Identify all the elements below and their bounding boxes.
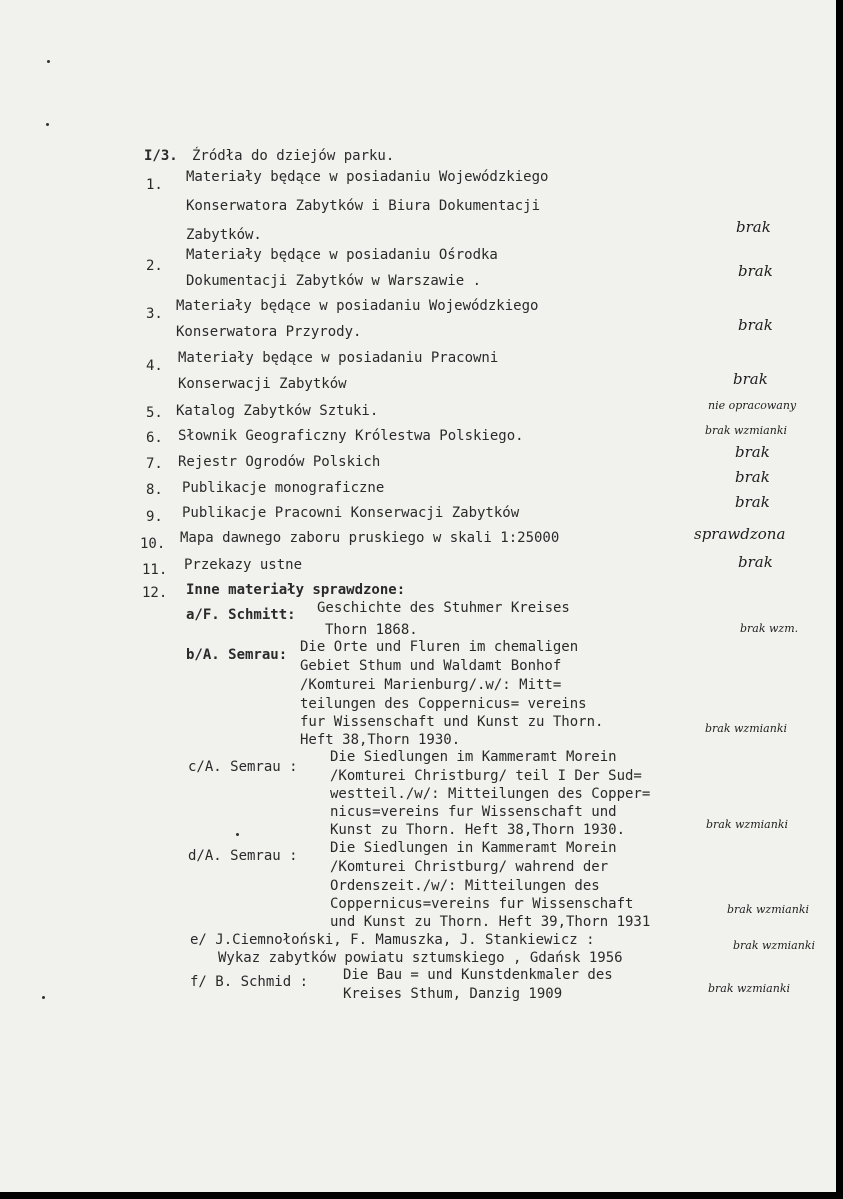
- item-number: 5.: [146, 405, 163, 421]
- subitem-text: Wykaz zabytków powiatu sztumskiego , Gdańsk 1956: [218, 950, 623, 966]
- subitem-text: Die Bau = und Kunstdenkmaler des: [343, 967, 613, 983]
- subitem-label: b/A. Semrau:: [186, 647, 288, 663]
- item-number: 7.: [146, 456, 163, 472]
- handwritten-note: brak: [735, 468, 770, 486]
- item-text: Konserwatora Przyrody.: [176, 324, 362, 340]
- subitem-text: Gebiet Sthum und Waldamt Bonhof: [300, 658, 562, 674]
- item-text: Konserwatora Zabytków i Biura Dokumentacji: [186, 198, 541, 214]
- item-text: Inne materiały sprawdzone:: [186, 582, 406, 598]
- handwritten-note: brak: [738, 316, 773, 334]
- subitem-text: /Komturei Christburg/ teil I Der Sud=: [330, 768, 642, 784]
- item-number: 1.: [146, 177, 163, 193]
- handwritten-note: brak: [733, 370, 768, 388]
- item-number: 2.: [146, 258, 163, 274]
- handwritten-note: brak wzmianki: [705, 424, 788, 437]
- item-text: Materiały będące w posiadaniu Wojewódzkiego: [176, 298, 539, 314]
- item-text: Dokumentacji Zabytków w Warszawie .: [186, 273, 482, 289]
- handwritten-note: nie opracowany: [708, 399, 797, 412]
- item-text: Katalog Zabytków Sztuki.: [176, 403, 379, 419]
- handwritten-note: brak wzm.: [740, 622, 799, 635]
- subitem-text: Geschichte des Stuhmer Kreises: [317, 600, 570, 616]
- item-text: Materiały będące w posiadaniu Pracowni: [178, 350, 499, 366]
- subitem-text: teilungen des Coppernicus= vereins: [300, 696, 587, 712]
- subitem-text: /Komturei Christburg/ wahrend der: [330, 859, 609, 875]
- subitem-text: Die Orte und Fluren im chemaligen: [300, 639, 579, 655]
- subitem-text: westteil./w/: Mitteilungen des Copper=: [330, 786, 651, 802]
- subitem-label: c/A. Semrau :: [188, 759, 298, 775]
- handwritten-note: brak: [735, 443, 770, 461]
- subitem-text: fur Wissenschaft und Kunst zu Thorn.: [300, 714, 604, 730]
- item-number: 8.: [146, 482, 163, 498]
- punch-mark: [42, 996, 45, 999]
- punch-mark: [47, 60, 50, 63]
- subitem-text: /Komturei Marienburg/.w/: Mitt=: [300, 677, 562, 693]
- section-title: Źródła do dziejów parku.: [192, 148, 395, 164]
- subitem-text: Coppernicus=vereins fur Wissenschaft: [330, 896, 634, 912]
- handwritten-note: brak: [738, 262, 773, 280]
- handwritten-note: brak wzmianki: [705, 722, 788, 735]
- subitem-text: nicus=vereins fur Wissenschaft und: [330, 804, 617, 820]
- subitem-text: Kunst zu Thorn. Heft 38,Thorn 1930.: [330, 822, 626, 838]
- item-text: Przekazy ustne: [184, 557, 303, 573]
- handwritten-note: brak: [738, 553, 773, 571]
- item-text: Konserwacji Zabytków: [178, 376, 347, 392]
- item-number: 12.: [142, 585, 168, 601]
- subitem-label: a/F. Schmitt:: [186, 607, 296, 623]
- subitem-text: Die Siedlungen in Kammeramt Morein: [330, 840, 617, 856]
- item-text: Publikacje monograficzne: [182, 480, 385, 496]
- subitem-label: f/ B. Schmid :: [190, 974, 309, 990]
- handwritten-note: sprawdzona: [694, 525, 786, 543]
- handwritten-note: brak wzmianki: [733, 939, 816, 952]
- item-number: 6.: [146, 430, 163, 446]
- item-text: Mapa dawnego zaboru pruskiego w skali 1:25000: [180, 530, 560, 546]
- handwritten-note: brak wzmianki: [708, 982, 791, 995]
- item-number: 9.: [146, 509, 163, 525]
- item-text: Zabytków.: [186, 227, 262, 243]
- subitem-text: Die Siedlungen im Kammeramt Morein: [330, 749, 617, 765]
- item-text: Materiały będące w posiadaniu Ośrodka: [186, 247, 498, 263]
- handwritten-note: brak wzmianki: [706, 818, 789, 831]
- handwritten-note: brak: [736, 218, 771, 236]
- handwritten-note: brak wzmianki: [727, 903, 810, 916]
- item-number: 11.: [142, 562, 168, 578]
- item-text: Materiały będące w posiadaniu Wojewódzkiego: [186, 169, 549, 185]
- item-number: 3.: [146, 306, 163, 322]
- subitem-label: e/ J.Ciemnołoński, F. Mamuszka, J. Stankiewicz :: [190, 932, 595, 948]
- item-number: 4.: [146, 358, 163, 374]
- subitem-text: Kreises Sthum, Danzig 1909: [343, 986, 563, 1002]
- item-number: 10.: [140, 536, 166, 552]
- section-number: I/3.: [144, 148, 178, 164]
- punch-mark: [46, 123, 49, 126]
- subitem-text: und Kunst zu Thorn. Heft 39,Thorn 1931: [330, 914, 651, 930]
- handwritten-note: brak: [735, 493, 770, 511]
- item-text: Rejestr Ogrodów Polskich: [178, 454, 381, 470]
- item-text: Publikacje Pracowni Konserwacji Zabytków: [182, 505, 520, 521]
- item-text: Słownik Geograficzny Królestwa Polskiego.: [178, 428, 524, 444]
- subitem-text: Heft 38,Thorn 1930.: [300, 732, 461, 748]
- subitem-text: Thorn 1868.: [325, 622, 418, 638]
- punch-mark: [236, 833, 239, 836]
- subitem-text: Ordenszeit./w/: Mitteilungen des: [330, 878, 600, 894]
- subitem-label: d/A. Semrau :: [188, 848, 298, 864]
